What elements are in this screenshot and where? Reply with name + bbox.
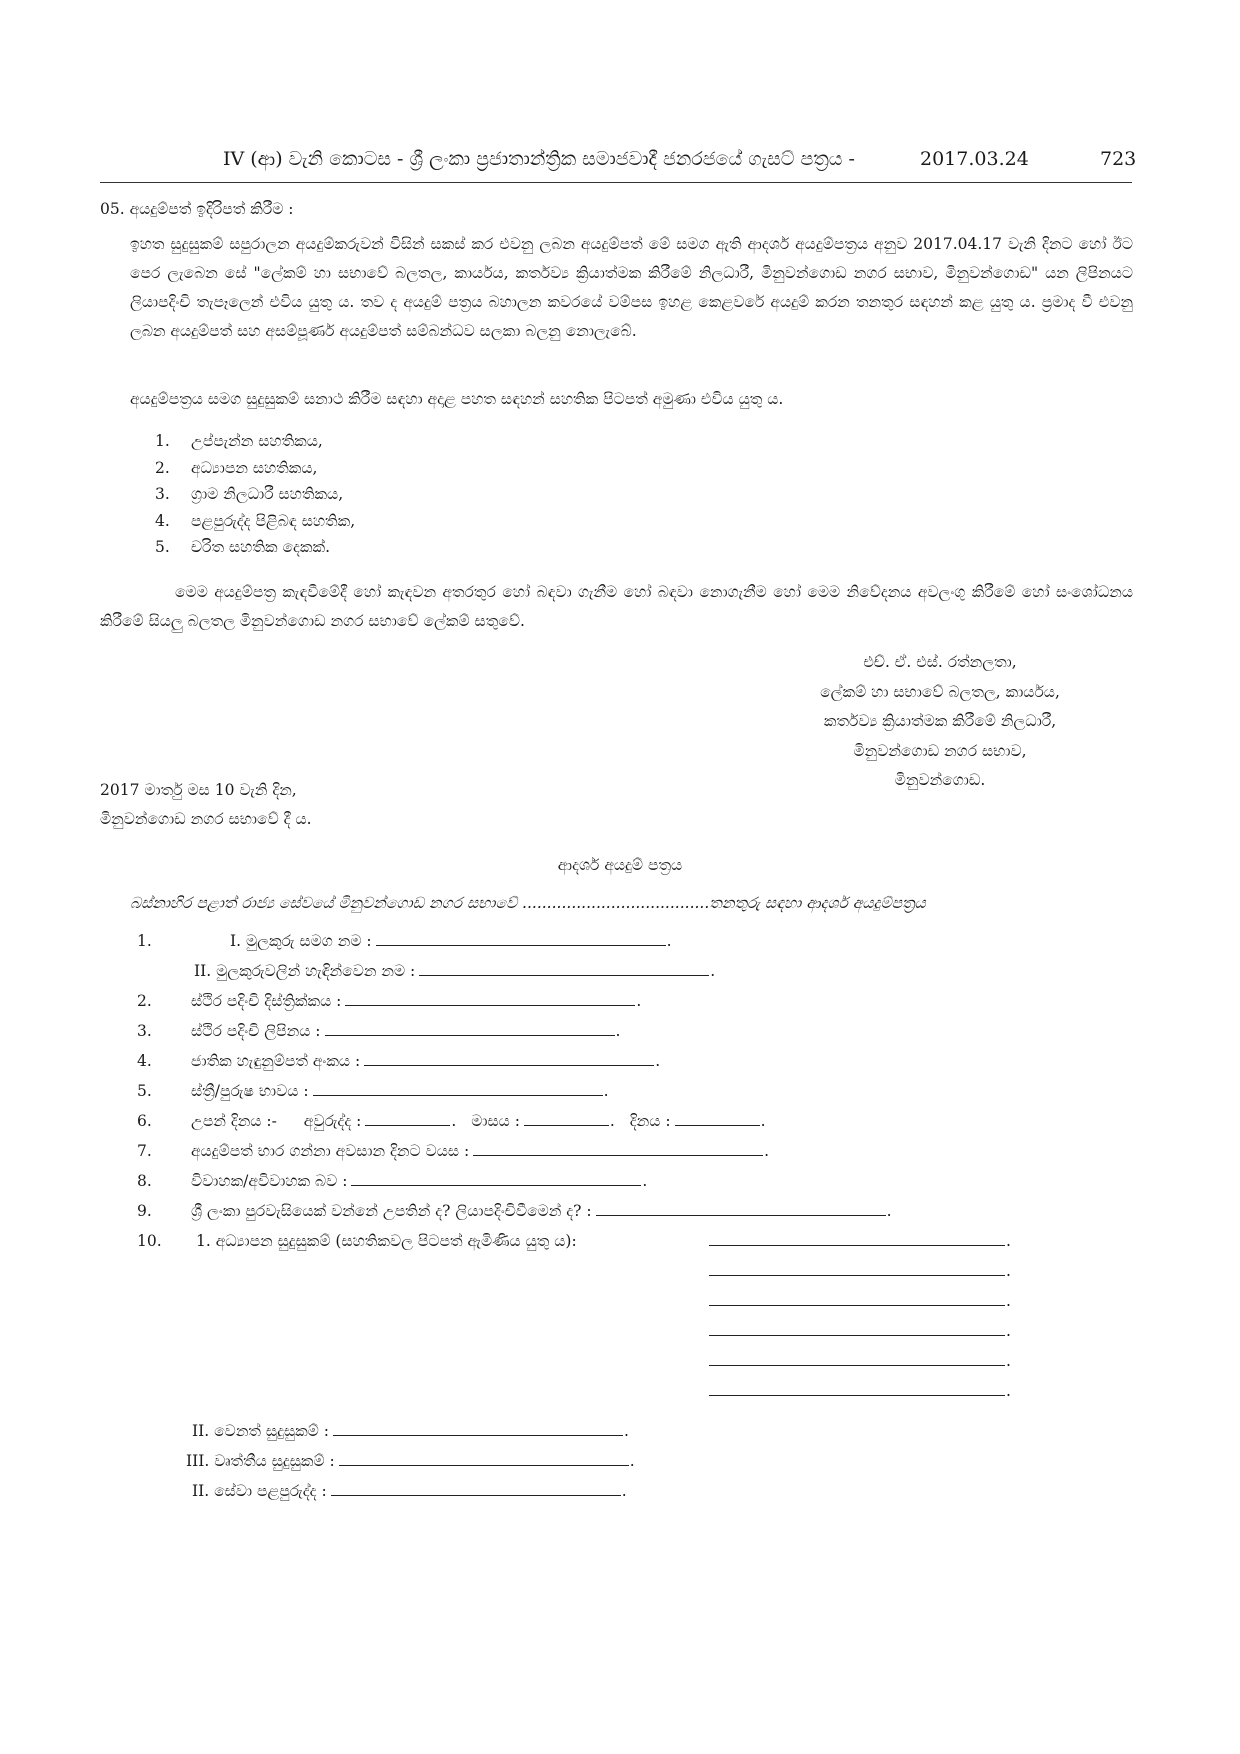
education-line: . — [705, 1262, 1011, 1280]
signatory-title-line: මිනුවන්ගොඩ නගර සභාව, — [853, 741, 1027, 760]
education-field[interactable] — [709, 1384, 1005, 1396]
education-field[interactable] — [709, 1354, 1005, 1366]
form-row-citizenship: ශ්‍රී ලංකා පුරවැසියෙක් වන්නේ උපතින් ද? ලියාපදිංචිවීමෙන් ද? : . — [191, 1202, 892, 1220]
issue-place: මිනුවන්ගොඩ නගර සභාවේ දී ය. — [100, 810, 312, 828]
row-number: 8. — [137, 1172, 152, 1190]
signatory-title-line: ලේකම් හා සභාවේ බලතල, කාර්යය, — [820, 682, 1060, 701]
professional-qualifications-field[interactable] — [339, 1454, 629, 1466]
form-row-service-experience: II. සේවා පළපුරුද්ද : . — [192, 1482, 627, 1500]
form-row-full-name: I. මුලකුරු සමග නම : . — [230, 932, 672, 950]
form-row-address: ස්ථිර පදිංචි ලිපිනය : . — [191, 1022, 621, 1040]
form-row-education: 1. අධ්‍යාපන සුදුසුකම් (සහතිකවල පිටපත් ඇමිණිය යුතු ය): — [196, 1232, 577, 1250]
birth-year-field[interactable] — [365, 1114, 450, 1126]
section-heading: 05. අයදුම්පත් ඉදිරිපත් කිරීම : — [100, 200, 294, 218]
issue-date: 2017 මාර්තු මස 10 වැනි දින, — [100, 781, 297, 799]
birth-day-field[interactable] — [675, 1114, 760, 1126]
row-number: 9. — [137, 1202, 152, 1220]
date-place-block — [100, 776, 312, 834]
marital-status-field[interactable] — [351, 1174, 641, 1186]
page-number: 723 — [1100, 148, 1137, 170]
row-number: 1. — [137, 932, 152, 950]
district-field[interactable] — [345, 994, 635, 1006]
service-experience-field[interactable] — [331, 1484, 621, 1496]
nic-number-field[interactable] — [364, 1054, 654, 1066]
education-line: . — [705, 1352, 1011, 1370]
row-number: 10. — [137, 1232, 162, 1250]
list-item: 5. චරිත සහතික දෙකක්. — [155, 538, 330, 556]
gazette-header-title: IV (ආ) වැනි කොටස - ශ්‍රී ලංකා ප්‍රජාතාන්ත්‍රික සමාජවාදී ජනරජයේ ගැසට් පත්‍රය - — [223, 148, 855, 170]
education-line: . — [705, 1382, 1011, 1400]
row-number: 3. — [137, 1022, 152, 1040]
citizenship-field[interactable] — [596, 1204, 886, 1216]
education-field[interactable] — [709, 1264, 1005, 1276]
birth-month-field[interactable] — [524, 1114, 609, 1126]
other-qualifications-field[interactable] — [333, 1424, 623, 1436]
form-row-other-qualifications: II. වෙනත් සුදුසුකම් : . — [192, 1422, 629, 1440]
form-row-name-by-initials: II. මුලකුරුවලින් හැඳින්වෙන නම : . — [194, 962, 716, 980]
list-item: 1. උප්පැන්න සහතිකය, — [155, 432, 323, 450]
form-row-marital-status: විවාහක/අවිවාහක බව : . — [191, 1172, 648, 1190]
list-item: 2. අධ්‍යාපන සහතිකය, — [155, 458, 318, 477]
row-number: 2. — [137, 992, 152, 1010]
row-number: 6. — [137, 1112, 152, 1130]
education-line: . — [705, 1322, 1011, 1340]
position-blank[interactable]: ...................................... — [522, 894, 710, 912]
form-row-professional-qualifications: III. වෘත්තීය සුදුසුකම් : . — [186, 1452, 635, 1470]
education-line: . — [705, 1232, 1011, 1250]
form-row-gender: ස්ත්‍රී/පුරුෂ භාවය : . — [191, 1082, 609, 1100]
list-item: 4. පළපුරුද්ද පිළිබඳ සහතික, — [155, 511, 356, 530]
row-number: 4. — [137, 1052, 152, 1070]
row-number: 7. — [137, 1142, 152, 1160]
form-title: ආදර්ශ අයදුම් පත්‍රය — [557, 856, 683, 874]
signature-block — [780, 648, 1100, 796]
form-row-district: ස්ථිර පදිංචි දිස්ත්‍රික්කය : . — [191, 992, 642, 1010]
name-by-initials-field[interactable] — [419, 964, 709, 976]
full-name-field[interactable] — [376, 934, 666, 946]
row-number: 5. — [137, 1082, 152, 1100]
address-field[interactable] — [325, 1024, 615, 1036]
gazette-header-date: 2017.03.24 — [920, 148, 1029, 170]
certificate-list — [155, 432, 355, 565]
signatory-name: එච්. ඒ. එස්. රත්නලතා, — [863, 653, 1017, 671]
form-row-nic: ජාතික හැඳුනුම්පත් අංකය : . — [191, 1052, 661, 1070]
form-subtitle: බස්නාහිර පළාත් රාජ්‍ය සේවයේ මිනුවන්ගොඩ නගර සභාවේ ......................................තනතුරු සඳහා ආදර්ශ අයදුම්පත්‍රය — [130, 894, 926, 912]
form-row-birth-date: උපන් දිනය :- අවුරුද්ද : . මාසය : . දිනය : . — [191, 1112, 766, 1130]
education-field[interactable] — [709, 1234, 1005, 1246]
education-line: . — [705, 1292, 1011, 1310]
signatory-title-line: මිනුවන්ගොඩ. — [894, 771, 986, 789]
age-field[interactable] — [473, 1144, 763, 1156]
paragraph-submission: ඉහත සුදුසුකම් සපුරාලන අයදුම්කරුවන් විසින් සකස් කර එවනු ලබන අයදුම්පත් මේ සමග ඇති ආදර්ශ අයදුම්පත්‍රය අනුව 2017.04.17 වැනි දිනට හෝ ඊට පෙර ලැබෙන සේ "ලේකම් හා සභාවේ බලතල, කාර්යය, කර්තව්‍ය ක්‍රියාත්මක කිරීමේ නිලධාරී, මිනුවන්ගොඩ නගර සභාව, මිනුවන්ගොඩ" යන ලිපිනයට ලියාපදිංචි තැපෑලෙන් එවිය යුතු ය. තව ද අයදුම් පත්‍රය බහාලන කවරයේ වම්පස ඉහළ කෙළවරේ අයදුම් කරන තනතුර සඳහන් කළ යුතු ය. ප්‍රමාද වී එවනු ලබන අයදුම්පත් සහ අසම්පූර්ණ අයදුම්පත් සම්බන්ධව සලකා බලනු නොලැබේ. — [130, 235, 1133, 340]
form-row-age: අයදුම්පත් භාර ගන්නා අවසාන දිනට වයස : . — [191, 1142, 770, 1160]
signatory-title-line: කර්තව්‍ය ක්‍රියාත්මක කිරීමේ නිලධාරී, — [823, 712, 1057, 730]
list-item: 3. ග්‍රාම නිලධාරී සහතිකය, — [155, 485, 344, 503]
education-field[interactable] — [709, 1324, 1005, 1336]
education-field[interactable] — [709, 1294, 1005, 1306]
header-rule — [100, 182, 1132, 183]
paragraph-authority: මෙම අයදුම්පත්‍ර කැඳවීමේදී හෝ කැඳවන අතරතුර හෝ බඳවා ගැනීම හෝ බඳවා නොගැනීම හෝ මෙම නිවේදනය අවලංගු කිරීමේ හෝ සංශෝධනය කිරීමේ සියලු බලතල මිනුවන්ගොඩ නගර සභාවේ ලේකම් සතුවේ. — [100, 583, 1133, 630]
gender-field[interactable] — [313, 1084, 603, 1096]
paragraph-certificates-intro: අයදුම්පත්‍රය සමග සුදුසුකම් සනාථ කිරීම සඳහා අදාළ පහත සඳහන් සහතික පිටපත් අමුණා එවිය යුතු ය. — [130, 390, 784, 408]
